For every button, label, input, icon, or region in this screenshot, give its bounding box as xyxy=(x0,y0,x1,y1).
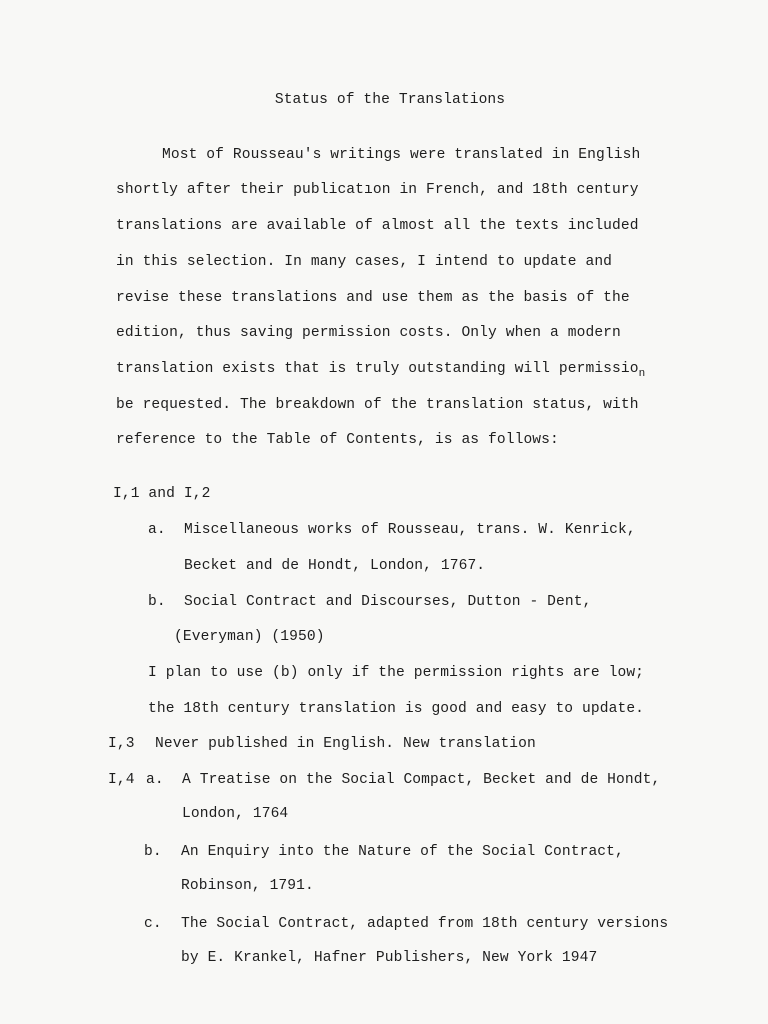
item-i4-c-line-1: The Social Contract, adapted from 18th century versions xyxy=(181,916,669,932)
item-i4-c-line-2: by E. Krankel, Hafner Publishers, New York 1947 xyxy=(181,950,598,966)
note-line-2: the 18th century translation is good and easy to update. xyxy=(148,701,645,717)
paragraph-line-3: translations are available of almost all the texts included xyxy=(116,218,639,234)
item-marker-a: a. xyxy=(148,522,166,538)
item-marker-i4-a: a. xyxy=(146,772,164,788)
paragraph-line-1: Most of Rousseau's writings were translated in English xyxy=(162,147,641,163)
section-heading-i1-i2: I,1 and I,2 xyxy=(113,486,211,502)
paragraph-line-4: in this selection. In many cases, I intend to update and xyxy=(116,254,613,270)
item-i4-a-line-2: London, 1764 xyxy=(182,806,289,822)
paragraph-line-2: shortly after their publicatıon in French, and 18th century xyxy=(116,182,639,198)
section-heading-i3: I,3 xyxy=(108,736,135,752)
paragraph-line-9: reference to the Table of Contents, is as follows: xyxy=(116,432,559,448)
item-i4-b-line-2: Robinson, 1791. xyxy=(181,878,314,894)
paragraph-line-7-subscript: n xyxy=(638,368,646,380)
item-a-line-1: Miscellaneous works of Rousseau, trans. W. Kenrick, xyxy=(184,522,636,538)
section-heading-i4: I,4 xyxy=(108,772,135,788)
paragraph-line-8: be requested. The breakdown of the translation status, with xyxy=(116,397,639,413)
paragraph-line-5: revise these translations and use them as the basis of the xyxy=(116,290,630,306)
item-i4-a-line-1: A Treatise on the Social Compact, Becket and de Hondt, xyxy=(182,772,661,788)
item-marker-i4-c: c. xyxy=(144,916,162,932)
page-title: Status of the Translations xyxy=(274,92,506,108)
item-i4-b-line-1: An Enquiry into the Nature of the Social Contract, xyxy=(181,844,624,860)
paragraph-line-6: edition, thus saving permission costs. Only when a modern xyxy=(116,325,621,341)
paragraph-line-7-text: translation exists that is truly outstanding will permissio xyxy=(116,361,639,377)
item-marker-i4-b: b. xyxy=(144,844,162,860)
item-b-line-1: Social Contract and Discourses, Dutton - Dent, xyxy=(184,594,592,610)
item-b-line-2: (Everyman) (1950) xyxy=(174,629,325,645)
note-line-1: I plan to use (b) only if the permission rights are low; xyxy=(148,665,645,681)
paragraph-line-7 xyxy=(116,361,646,380)
item-a-line-2: Becket and de Hondt, London, 1767. xyxy=(184,558,486,574)
section-i3-text: Never published in English. New translation xyxy=(155,736,536,752)
item-marker-b: b. xyxy=(148,594,166,610)
